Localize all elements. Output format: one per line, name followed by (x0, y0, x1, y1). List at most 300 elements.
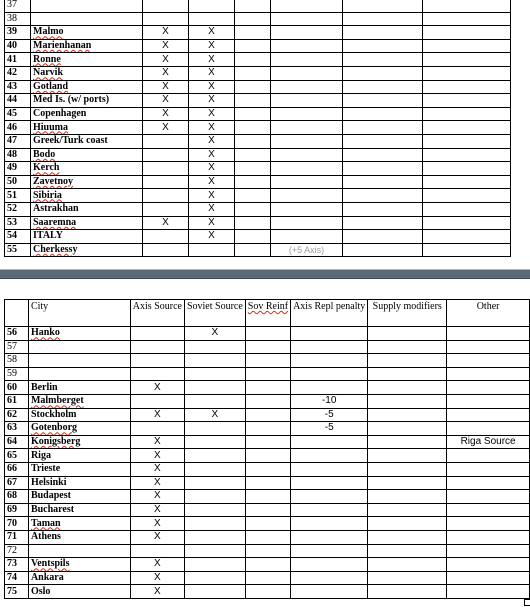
supply-modifier (343, 175, 423, 189)
other-note (447, 408, 530, 422)
row-number: 37 (5, 0, 31, 12)
other-note (447, 544, 530, 558)
soviet-source-mark: X (189, 39, 235, 53)
other-note (447, 367, 530, 381)
soviet-reinf-mark (245, 381, 290, 395)
soviet-source-mark (184, 449, 245, 463)
axis-source-mark (143, 175, 189, 189)
axis-source-mark: X (143, 121, 189, 135)
soviet-reinf-mark (245, 354, 290, 368)
row-number: 39 (5, 26, 31, 40)
city-name (31, 26, 143, 40)
city-name (28, 394, 130, 408)
row-number: 74 (5, 571, 29, 585)
soviet-source-mark (189, 243, 235, 257)
soviet-reinf-mark (235, 175, 271, 189)
other-note (447, 476, 530, 490)
soviet-source-mark: X (189, 66, 235, 80)
soviet-reinf-mark (235, 134, 271, 148)
header-soviet-source: Soviet Source (184, 300, 245, 327)
soviet-source-mark (184, 558, 245, 572)
supply-modifier (368, 585, 447, 599)
table-row (5, 53, 511, 67)
supply-modifier (343, 94, 423, 108)
city-name (31, 80, 143, 94)
axis-repl-penalty: -10 (291, 394, 368, 408)
supply-modifier (343, 202, 423, 216)
city-name-text: Ventspils (30, 558, 70, 570)
supply-modifier (368, 490, 447, 504)
other-note (447, 354, 530, 368)
city-table-bottom (4, 299, 530, 599)
table-row (5, 230, 511, 244)
city-table-bottom-body (5, 327, 530, 599)
other-note (423, 53, 511, 67)
other-note (447, 503, 530, 517)
supply-modifier (368, 327, 447, 341)
axis-repl-penalty (291, 354, 368, 368)
table-row (5, 148, 511, 162)
header-num (5, 300, 29, 327)
other-note (423, 134, 511, 148)
city-name-text: Sibiria (33, 189, 62, 201)
soviet-source-mark: X (189, 202, 235, 216)
soviet-reinf-mark (235, 243, 271, 257)
axis-repl-penalty (271, 162, 343, 176)
axis-repl-penalty (271, 12, 343, 26)
city-name: Copenhagen (31, 107, 143, 121)
row-number: 70 (5, 517, 29, 531)
row-number: 55 (5, 243, 31, 257)
soviet-source-mark (184, 340, 245, 354)
city-name: Bucharest (28, 503, 130, 517)
soviet-source-mark: X (189, 107, 235, 121)
soviet-source-mark: X (189, 94, 235, 108)
row-number: 51 (5, 189, 31, 203)
row-number: 71 (5, 530, 29, 544)
table-row (5, 162, 511, 176)
city-name: Ankara (28, 571, 130, 585)
table-row (5, 0, 511, 12)
table-row (5, 189, 511, 203)
row-number: 48 (5, 148, 31, 162)
table-row (5, 327, 530, 341)
soviet-source-mark (184, 354, 245, 368)
row-number: 42 (5, 66, 31, 80)
other-note (423, 107, 511, 121)
other-note (423, 80, 511, 94)
city-name (31, 0, 143, 12)
city-name (28, 367, 130, 381)
row-number: 60 (5, 381, 29, 395)
soviet-source-mark (184, 530, 245, 544)
soviet-reinf-mark (245, 449, 290, 463)
city-table-top (4, 0, 511, 257)
soviet-reinf-mark (245, 530, 290, 544)
axis-repl-penalty (271, 175, 343, 189)
city-name (31, 121, 143, 135)
table-row (5, 175, 511, 189)
other-note (447, 340, 530, 354)
other-note (423, 121, 511, 135)
other-note (423, 202, 511, 216)
axis-repl-penalty (291, 476, 368, 490)
row-number: 56 (5, 327, 29, 341)
soviet-reinf-mark (245, 517, 290, 531)
supply-modifier (368, 462, 447, 476)
city-name (28, 327, 130, 341)
row-number: 67 (5, 476, 29, 490)
soviet-source-mark (184, 503, 245, 517)
page-break-divider (0, 269, 530, 279)
table-row (5, 26, 511, 40)
supply-modifier (368, 530, 447, 544)
axis-source-mark: X (130, 408, 184, 422)
axis-repl-penalty (291, 585, 368, 599)
soviet-reinf-mark (245, 558, 290, 572)
soviet-reinf-mark (245, 585, 290, 599)
axis-source-mark (143, 134, 189, 148)
header-supply-modifiers: Supply modifiers (368, 300, 447, 327)
other-note (447, 381, 530, 395)
row-number: 68 (5, 490, 29, 504)
table-row (5, 216, 511, 230)
supply-modifier (343, 0, 423, 12)
axis-repl-penalty (271, 0, 343, 12)
axis-source-mark: X (130, 530, 184, 544)
soviet-reinf-mark (235, 39, 271, 53)
supply-modifier (343, 66, 423, 80)
other-note (423, 39, 511, 53)
axis-repl-penalty (271, 26, 343, 40)
city-name-text: Bodo (33, 148, 56, 160)
table-row (5, 121, 511, 135)
other-note (423, 162, 511, 176)
axis-repl-penalty (291, 558, 368, 572)
soviet-reinf-mark (245, 422, 290, 436)
row-number: 47 (5, 134, 31, 148)
axis-repl-penalty (271, 80, 343, 94)
city-name (31, 162, 143, 176)
city-name-text: Konigsberg (30, 436, 81, 448)
city-name (28, 422, 130, 436)
axis-repl-penalty (291, 435, 368, 449)
city-name (28, 354, 130, 368)
soviet-source-mark (184, 585, 245, 599)
supply-modifier (343, 107, 423, 121)
row-number: 61 (5, 394, 29, 408)
axis-source-mark (130, 394, 184, 408)
axis-source-mark: X (143, 80, 189, 94)
other-note (423, 216, 511, 230)
axis-source-mark (130, 354, 184, 368)
axis-source-mark: X (143, 39, 189, 53)
table-row (5, 530, 530, 544)
soviet-reinf-mark (235, 230, 271, 244)
soviet-reinf-mark (245, 476, 290, 490)
city-name (31, 66, 143, 80)
supply-modifier (343, 216, 423, 230)
row-number: 50 (5, 175, 31, 189)
supply-modifier (368, 340, 447, 354)
city-name: Athens (28, 530, 130, 544)
table-row (5, 544, 530, 558)
table-row (5, 408, 530, 422)
city-name-text: Hanko (30, 327, 60, 339)
soviet-reinf-mark (245, 408, 290, 422)
soviet-reinf-mark (235, 80, 271, 94)
row-number: 46 (5, 121, 31, 135)
axis-repl-penalty (291, 367, 368, 381)
supply-modifier (368, 408, 447, 422)
axis-repl-penalty (271, 66, 343, 80)
city-name-text: Taman (30, 517, 61, 529)
axis-repl-penalty (271, 148, 343, 162)
axis-source-mark: X (143, 94, 189, 108)
row-number: 66 (5, 462, 29, 476)
table-row (5, 107, 511, 121)
table-row (5, 94, 511, 108)
soviet-source-mark (189, 12, 235, 26)
supply-modifier (368, 503, 447, 517)
other-note (423, 175, 511, 189)
axis-source-mark (130, 422, 184, 436)
city-name (31, 175, 143, 189)
row-number: 64 (5, 435, 29, 449)
city-name-text: Gotenborg (30, 422, 78, 434)
city-name (31, 216, 143, 230)
axis-repl-penalty (271, 121, 343, 135)
city-name-text: Ronne (33, 53, 61, 65)
soviet-reinf-mark (245, 544, 290, 558)
axis-source-mark (143, 148, 189, 162)
city-name (28, 340, 130, 354)
soviet-reinf-mark (245, 462, 290, 476)
soviet-source-mark: X (184, 408, 245, 422)
axis-repl-penalty (291, 517, 368, 531)
table-row (5, 435, 530, 449)
soviet-reinf-mark (235, 12, 271, 26)
header-city: City (28, 300, 130, 327)
table-resize-handle[interactable] (524, 599, 530, 606)
axis-source-mark (130, 544, 184, 558)
other-note: Riga Source (447, 435, 530, 449)
axis-repl-penalty (271, 53, 343, 67)
table-row (5, 202, 511, 216)
table-row (5, 462, 530, 476)
axis-repl-penalty (271, 134, 343, 148)
supply-modifier (368, 422, 447, 436)
other-note (423, 12, 511, 26)
axis-source-mark (143, 230, 189, 244)
soviet-source-mark (184, 517, 245, 531)
supply-modifier (368, 449, 447, 463)
city-name: Oslo (28, 585, 130, 599)
supply-modifier (368, 354, 447, 368)
table-row (5, 394, 530, 408)
city-table-top-body (5, 0, 511, 257)
city-name-text: Cherkessy (33, 243, 78, 255)
soviet-reinf-mark (235, 216, 271, 230)
row-number: 53 (5, 216, 31, 230)
soviet-source-mark (184, 394, 245, 408)
row-number: 59 (5, 367, 29, 381)
table-row (5, 558, 530, 572)
axis-source-mark (130, 367, 184, 381)
other-note (447, 449, 530, 463)
supply-modifier (368, 517, 447, 531)
city-name (31, 243, 143, 257)
axis-repl-penalty (291, 571, 368, 585)
supply-modifier (343, 148, 423, 162)
soviet-source-mark: X (189, 53, 235, 67)
axis-source-mark: X (130, 449, 184, 463)
table-row (5, 476, 530, 490)
table-row (5, 354, 530, 368)
other-note (423, 243, 511, 257)
axis-source-mark: X (130, 490, 184, 504)
supply-modifier (368, 476, 447, 490)
other-note (447, 571, 530, 585)
axis-repl-penalty: (+5 Axis) (271, 243, 343, 257)
axis-repl-penalty (271, 94, 343, 108)
soviet-source-mark: X (189, 189, 235, 203)
supply-modifier (368, 381, 447, 395)
soviet-reinf-mark (235, 94, 271, 108)
axis-repl-penalty (291, 530, 368, 544)
axis-source-mark (130, 327, 184, 341)
other-note (447, 462, 530, 476)
row-number: 38 (5, 12, 31, 26)
other-note (447, 327, 530, 341)
other-note (447, 517, 530, 531)
other-note (423, 148, 511, 162)
city-name: Budapest (28, 490, 130, 504)
axis-source-mark: X (143, 107, 189, 121)
soviet-reinf-mark (245, 394, 290, 408)
supply-modifier (343, 53, 423, 67)
soviet-source-mark: X (189, 175, 235, 189)
supply-modifier (343, 80, 423, 94)
axis-source-mark: X (143, 216, 189, 230)
city-name: Berlin (28, 381, 130, 395)
axis-repl-penalty (291, 340, 368, 354)
soviet-source-mark: X (189, 216, 235, 230)
supply-modifier (368, 394, 447, 408)
city-name-text: Gotland (33, 80, 69, 92)
city-name-text: Narvik (33, 67, 63, 79)
city-name (31, 39, 143, 53)
axis-repl-penalty (291, 503, 368, 517)
header-soviet-reinf-label: Sov Reinf (247, 301, 289, 312)
header-soviet-reinf (245, 300, 290, 327)
table-row (5, 517, 530, 531)
other-note (423, 230, 511, 244)
axis-source-mark: X (130, 503, 184, 517)
soviet-reinf-mark (245, 367, 290, 381)
city-name (31, 53, 143, 67)
other-note (447, 394, 530, 408)
city-name-text: Kerch (33, 162, 60, 174)
row-number: 72 (5, 544, 29, 558)
soviet-reinf-mark (245, 435, 290, 449)
table-row (5, 66, 511, 80)
soviet-source-mark (184, 544, 245, 558)
other-note (423, 189, 511, 203)
axis-source-mark: X (143, 53, 189, 67)
table-row (5, 503, 530, 517)
other-note (447, 558, 530, 572)
axis-repl-penalty (291, 449, 368, 463)
city-name: Helsinki (28, 476, 130, 490)
row-number: 52 (5, 202, 31, 216)
axis-source-mark: X (130, 462, 184, 476)
soviet-source-mark: X (189, 134, 235, 148)
soviet-reinf-mark (245, 490, 290, 504)
row-number: 62 (5, 408, 29, 422)
soviet-source-mark (184, 490, 245, 504)
supply-modifier (343, 39, 423, 53)
city-name: Stockholm (28, 408, 130, 422)
header-axis-source: Axis Source (130, 300, 184, 327)
table-row (5, 367, 530, 381)
table-row (5, 585, 530, 599)
row-number: 49 (5, 162, 31, 176)
supply-modifier (343, 26, 423, 40)
supply-modifier (343, 12, 423, 26)
axis-source-mark: X (130, 476, 184, 490)
soviet-source-mark (184, 571, 245, 585)
row-number: 75 (5, 585, 29, 599)
table-row (5, 449, 530, 463)
soviet-reinf-mark (235, 0, 271, 12)
table-row (5, 39, 511, 53)
soviet-reinf-mark (235, 162, 271, 176)
axis-repl-penalty (291, 490, 368, 504)
axis-source-mark (143, 162, 189, 176)
other-note (447, 585, 530, 599)
axis-repl-penalty: -5 (291, 422, 368, 436)
soviet-reinf-mark (235, 26, 271, 40)
city-name (31, 148, 143, 162)
axis-repl-penalty (291, 462, 368, 476)
table-row (5, 571, 530, 585)
supply-modifier (343, 121, 423, 135)
supply-modifier (343, 134, 423, 148)
soviet-reinf-mark (245, 571, 290, 585)
city-name (28, 517, 130, 531)
city-name: Astrakhan (31, 202, 143, 216)
axis-source-mark: X (130, 517, 184, 531)
axis-source-mark (143, 202, 189, 216)
city-name (28, 544, 130, 558)
soviet-reinf-mark (235, 53, 271, 67)
axis-source-mark: X (130, 571, 184, 585)
axis-repl-penalty (271, 230, 343, 244)
axis-source-mark: X (130, 381, 184, 395)
header-axis-repl-penalty: Axis Repl penalty (291, 300, 368, 327)
axis-repl-penalty (271, 202, 343, 216)
table-row (5, 490, 530, 504)
supply-modifier (343, 162, 423, 176)
axis-repl-penalty (271, 39, 343, 53)
axis-source-mark: X (143, 66, 189, 80)
other-note (423, 0, 511, 12)
soviet-reinf-mark (245, 340, 290, 354)
supply-modifier (343, 243, 423, 257)
supply-modifier (368, 544, 447, 558)
other-note (447, 490, 530, 504)
